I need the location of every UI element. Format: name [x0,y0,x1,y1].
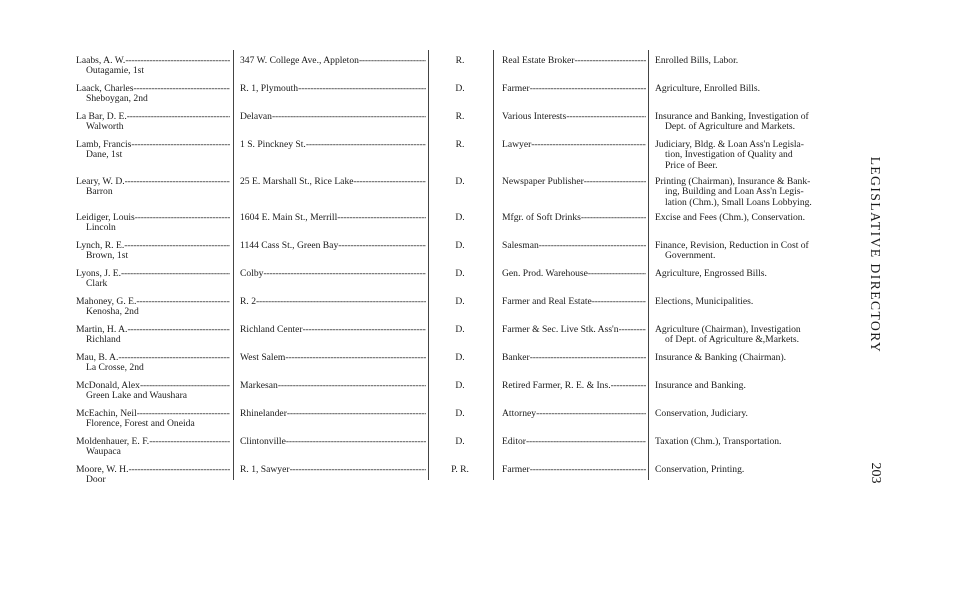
member-committees [655,112,851,133]
member-address-cell [240,177,426,187]
member-party: D. [455,269,465,279]
member-cell [76,213,230,234]
member-occupation-cell [502,325,646,335]
member-party: D. [455,177,465,187]
table-row [0,56,860,82]
member-address: Colby [240,269,264,279]
running-head: LEGISLATIVE DIRECTORY [868,156,884,354]
member-county: Walworth [86,121,124,133]
member-name: Moore, W. H. [76,465,129,475]
member-committees [655,177,851,208]
committee-line: Taxation (Chm.), Transportation. [655,437,782,447]
member-name: Lyons, J. E. [76,269,122,279]
member-occupation-cell [502,381,646,391]
member-occupation: Farmer [502,465,530,475]
member-occupation-cell [502,213,646,223]
member-committees [655,409,851,419]
member-county: Green Lake and Waushara [86,390,188,402]
member-name: Mau, B. A. [76,353,119,363]
member-county: Door [86,474,106,486]
member-name: Laabs, A. W. [76,56,126,66]
member-party: D. [455,409,465,419]
member-address: Markesan [240,381,278,391]
member-address: Delavan [240,112,272,122]
member-occupation: Real Estate Broker [502,56,575,66]
table-row [0,241,860,267]
committee-line: tion, Investigation of Quality and [665,149,793,161]
member-address: Rhinelander [240,409,287,419]
member-address-cell [240,140,426,150]
committee-line: Conservation, Printing. [655,465,745,475]
table-row [0,269,860,295]
member-cell [76,177,230,198]
member-committees [655,56,851,66]
member-county: Kenosha, 2nd [86,306,139,318]
member-occupation-cell [502,177,646,187]
committee-line: Insurance and Banking. [655,381,746,391]
member-name: La Bar, D. E. [76,112,127,122]
member-address-cell [240,269,426,279]
member-address: 347 W. College Ave., Appleton [240,56,359,66]
member-name: Martin, H. A. [76,325,128,335]
member-occupation-cell [502,112,646,122]
member-address: West Salem [240,353,286,363]
member-occupation: Attorney [502,409,537,419]
committee-line: Agriculture, Enrolled Bills. [655,84,760,94]
member-occupation-cell [502,297,646,307]
member-name: Moldenhauer, E. F. [76,437,150,447]
member-cell [76,325,230,346]
member-occupation: Newspaper Publisher [502,177,584,187]
member-committees [655,437,851,447]
member-cell [76,465,230,486]
member-county: La Crosse, 2nd [86,362,144,374]
member-occupation: Retired Farmer, R. E. & Ins. [502,381,611,391]
committee-line: Enrolled Bills, Labor. [655,56,739,66]
member-committees [655,297,851,307]
member-cell [76,381,230,402]
member-occupation-cell [502,437,646,447]
member-address: Richland Center [240,325,303,335]
table-row [0,409,860,435]
member-occupation-cell [502,409,646,419]
member-party: D. [455,353,465,363]
member-cell [76,409,230,430]
member-name: Mahoney, G. E. [76,297,137,307]
member-occupation-cell [502,353,646,363]
member-address-cell [240,84,426,94]
member-occupation-cell [502,140,646,150]
table-row [0,213,860,239]
member-party: D. [455,325,465,335]
member-county: Waupaca [86,446,121,458]
committee-line: Elections, Municipalities. [655,297,754,307]
member-county: Sheboygan, 2nd [86,93,148,105]
member-county: Florence, Forest and Oneida [86,418,195,430]
member-address: 25 E. Marshall St., Rice Lake [240,177,354,187]
member-cell [76,437,230,458]
member-county: Dane, 1st [86,149,123,161]
member-address-cell [240,381,426,391]
member-address-cell [240,56,426,66]
table-row [0,465,860,491]
member-address: 1 S. Pinckney St. [240,140,306,150]
page-number: 203 [868,462,884,484]
member-address-cell [240,241,426,251]
member-occupation: Lawyer [502,140,532,150]
committee-line: Judiciary, Bldg. & Loan Ass'n Legisla- [655,140,804,150]
member-occupation: Farmer and Real Estate [502,297,592,307]
member-cell [76,269,230,290]
member-county: Brown, 1st [86,250,129,262]
member-name: Lamb, Francis [76,140,132,150]
table-row [0,353,860,379]
member-cell [76,84,230,105]
member-occupation-cell [502,465,646,475]
member-address-cell [240,297,426,307]
member-committees [655,241,851,262]
table-row [0,140,860,171]
member-party: D. [455,213,465,223]
member-address-cell [240,325,426,335]
member-occupation-cell [502,84,646,94]
committee-line: Government. [665,250,716,262]
member-party: P. R. [451,465,469,475]
member-cell [76,112,230,133]
member-county: Lincoln [86,222,116,234]
committee-line: lation (Chm.), Small Loans Lobbying. [665,196,812,208]
member-party: R. [455,56,465,66]
member-occupation: Farmer [502,84,530,94]
member-cell [76,297,230,318]
committee-line: Conservation, Judiciary. [655,409,748,419]
member-address-cell [240,213,426,223]
committee-line: Printing (Chairman), Insurance & Bank- [655,177,811,187]
committee-line: Insurance and Banking, Investigation of [655,112,809,122]
table-row [0,297,860,323]
member-committees [655,325,851,346]
member-address: R. 1, Sawyer [240,465,290,475]
member-party: R. [455,112,465,122]
committee-line: of Dept. of Agriculture &,Markets. [665,334,800,346]
member-occupation: Farmer & Sec. Live Stk. Ass'n [502,325,619,335]
member-county: Outagamie, 1st [86,65,145,77]
table-row [0,437,860,463]
member-address: 1604 E. Main St., Merrill [240,213,338,223]
member-address: 1144 Cass St., Green Bay [240,241,339,251]
member-name: Leidiger, Louis [76,213,135,223]
member-committees [655,465,851,475]
member-occupation: Salesman [502,241,539,251]
member-party: D. [455,381,465,391]
member-party: R. [455,140,465,150]
member-occupation-cell [502,269,646,279]
member-address-cell [240,465,426,475]
member-occupation: Various Interests [502,112,567,122]
table-row [0,84,860,110]
table-row [0,177,860,208]
member-party: D. [455,241,465,251]
member-county: Barron [86,186,113,198]
member-cell [76,241,230,262]
member-party: D. [455,84,465,94]
member-address: R. 2 [240,297,256,307]
table-row [0,325,860,351]
member-name: McEachin, Neil [76,409,137,419]
member-name: Lynch, R. E. [76,241,125,251]
member-occupation-cell [502,241,646,251]
member-occupation: Banker [502,353,530,363]
member-committees [655,140,851,171]
committee-line: Excise and Fees (Chm.), Conservation. [655,213,806,223]
member-address-cell [240,409,426,419]
member-cell [76,353,230,374]
member-address-cell [240,437,426,447]
table-row [0,381,860,407]
member-address: Clintonville [240,437,286,447]
member-county: Richland [86,334,121,346]
member-occupation: Gen. Prod. Warehouse [502,269,588,279]
member-cell [76,140,230,161]
member-name: McDonald, Alex [76,381,140,391]
member-committees [655,213,851,223]
table-row [0,112,860,138]
member-address: R. 1, Plymouth [240,84,299,94]
committee-line: Price of Beer. [665,159,718,171]
committee-line: ing, Building and Loan Ass'n Legis- [665,186,804,198]
member-committees [655,381,851,391]
committee-line: Agriculture (Chairman), Investigation [655,325,801,335]
member-party: D. [455,437,465,447]
member-occupation-cell [502,56,646,66]
member-cell [76,56,230,77]
member-name: Laack, Charles [76,84,134,94]
member-occupation: Mfgr. of Soft Drinks [502,213,581,223]
member-name: Leary, W. D. [76,177,125,187]
committee-line: Finance, Revision, Reduction in Cost of [655,241,809,251]
member-address-cell [240,112,426,122]
member-committees [655,269,851,279]
member-committees [655,353,851,363]
member-committees [655,84,851,94]
member-occupation: Editor [502,437,526,447]
member-address-cell [240,353,426,363]
member-party: D. [455,297,465,307]
committee-line: Dept. of Agriculture and Markets. [665,121,796,133]
committee-line: Insurance & Banking (Chairman). [655,353,787,363]
committee-line: Agriculture, Engrossed Bills. [655,269,767,279]
member-county: Clark [86,278,108,290]
